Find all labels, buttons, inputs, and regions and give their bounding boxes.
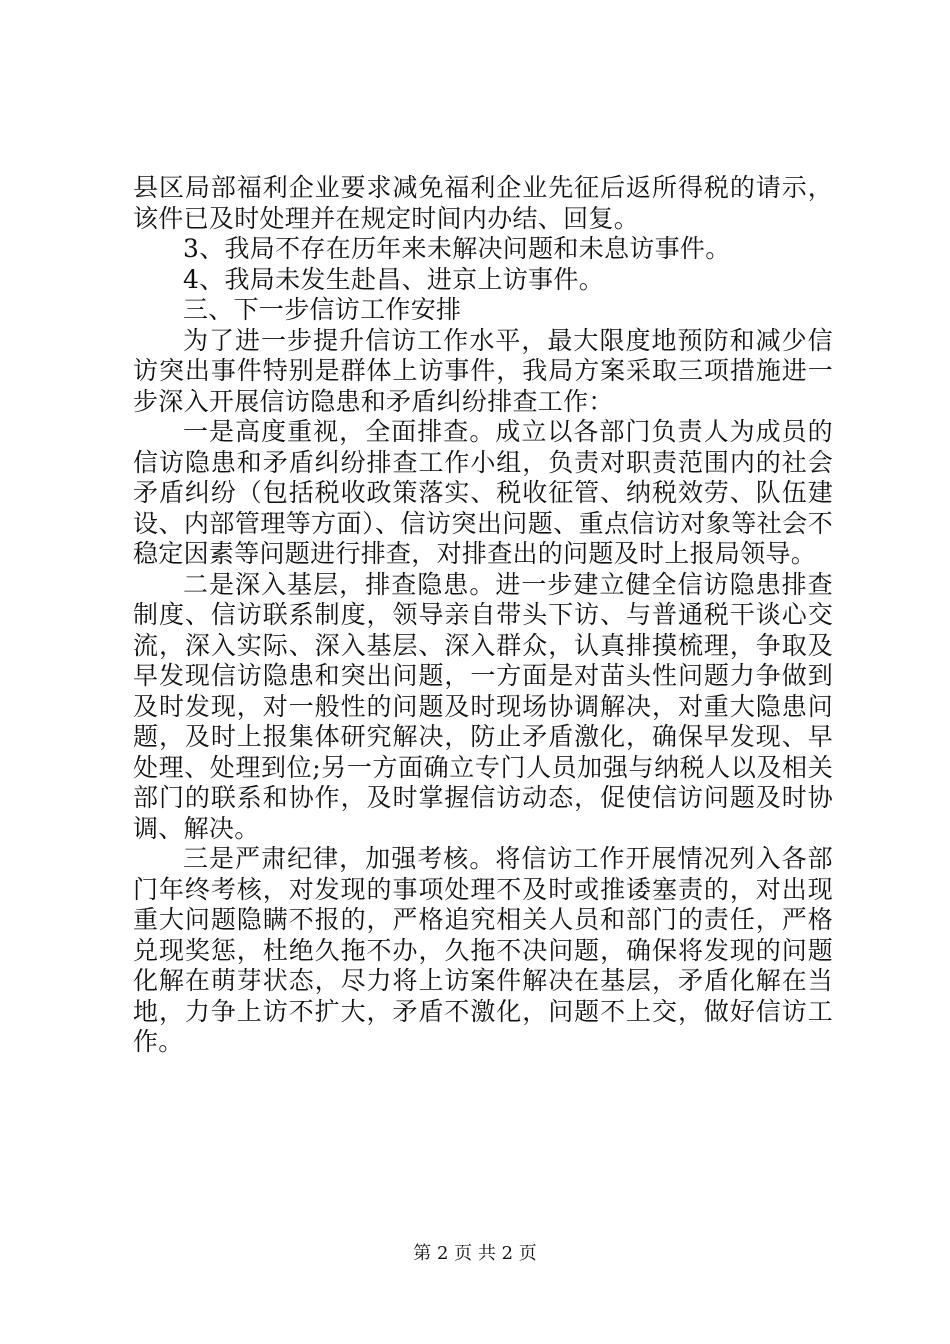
page-footer: 第 2 页 共 2 页	[413, 1243, 537, 1264]
paragraph-measure-1: 一是高度重视，全面排查。成立以各部门负责人为成员的信访隐患和矛盾纠纷排查工作小组，负责对职责范围内的社会矛盾纠纷（包括税收政策落实、税收征管、纳税效劳、队伍建设、内部管理等方面）、信访突出问题、重点信访对象等社会不稳定因素等问题进行排查，对排查出的问题及时上报局领导。	[133, 417, 833, 568]
paragraph-intro: 为了进一步提升信访工作水平，最大限度地预防和减少信访突出事件特别是群体上访事件，我局方案采取三项措施进一步深入开展信访隐患和矛盾纠纷排查工作：	[133, 325, 833, 416]
paragraph-item-4: 4、我局未发生赴昌、进京上访事件。	[183, 264, 605, 294]
paragraph-continuation: 县区局部福利企业要求减免福利企业先征后返所得税的请示，该件已及时处理并在规定时间内办结、回复。	[133, 173, 833, 233]
section-heading: 三、下一步信访工作安排	[183, 295, 462, 324]
paragraph-item-3: 3、我局不存在历年来未解决问题和未息访事件。	[183, 234, 731, 263]
paragraph-measure-2: 二是深入基层，排查隐患。进一步建立健全信访隐患排查制度、信访联系制度，领导亲自带头下访、与普通税干谈心交流，深入实际、深入基层、深入群众，认真排摸梳理，争取及早发现信访隐患和突出问题，一方面是对苗头性问题力争做到及时发现，对一般性的问题及时现场协调解决，对重大隐患问题，及时上报集体研究解决，防止矛盾激化，确保早发现、早处理、处理到位;另一方面确立专门人员加强与纳税人以及相关部门的联系和协作，及时掌握信访动态，促使信访问题及时协调、解决。	[133, 569, 833, 843]
document-body	[133, 173, 833, 1058]
paragraph-measure-3: 三是严肃纪律，加强考核。将信访工作开展情况列入各部门年终考核，对发现的事项处理不及时或推诿塞责的，对出现重大问题隐瞒不报的，严格追究相关人员和部门的责任，严格兑现奖惩，杜绝久拖不办，久拖不决问题，确保将发现的问题化解在萌芽状态，尽力将上访案件解决在基层，矛盾化解在当地，力争上访不扩大，矛盾不激化，问题不上交，做好信访工作。	[133, 844, 833, 1056]
